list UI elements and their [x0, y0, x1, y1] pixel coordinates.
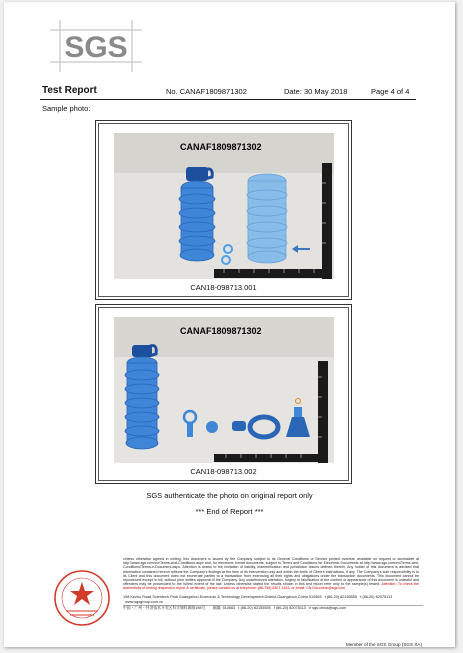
email: e sgs.china@sgs.com	[309, 606, 347, 611]
contact-block	[123, 595, 423, 612]
attention-text: Attention: To check the authenticity of testing /inspection report & certificate, please contact us at telephone: (86-755) 8307 1443, or email: CN.Doccheck@sgs.com	[123, 582, 419, 591]
company-seal-stamp	[40, 568, 124, 628]
photo-frame-1	[95, 120, 352, 300]
photo-caption-1: CAN18-098713.001	[190, 283, 257, 292]
sample-photo-1	[114, 133, 334, 279]
legal-text: Unless otherwise agreed in writing, this document is issued by the Company subject to its General Conditions of Service printed overleaf, available on request or accessible at http://www.sgs.com/en/Terms-and-Conditions.aspx and, for electronic format documents, subject to Terms and Conditions for Electronic Documents at http://www.sgs.com/en/Terms-and-Conditions/Terms-e-Document.aspx. Attention is drawn to the limitation of liability, indemnification and jurisdiction issues defined therein. Any holder of this document is advised that information contained hereon reflects the Company's findings at the time of its intervention only and within the limits of Client's instructions, if any. The Company's sole responsibility is to its Client and this document does not exonerate parties to a transaction from exercising all their rights and obligations under the transaction documents. This document cannot be reproduced except in full, without prior written approval of the Company. Any unauthorized alteration, forgery or falsification of the content or appearance of this document is unlawful and offenders may be prosecuted to the fullest extent of the law. Unless otherwise stated the results shown in this test report refer only to the sample(s) tested.	[123, 557, 419, 587]
report-page	[4, 2, 455, 647]
phone: t (86-20) 82155555	[324, 595, 358, 599]
website: www.sgsgroup.com.cn	[125, 600, 164, 605]
address-cn: 中国・广州・经济技术开发区科学城科珠路198号 邮编: 510663	[123, 606, 236, 611]
contact-line-en	[123, 595, 423, 606]
logo-text: SGS	[64, 31, 128, 64]
photo-overlay-code-1: CANAF1809871302	[180, 142, 262, 152]
photo-overlay-code-2: CANAF1809871302	[180, 326, 262, 336]
header-divider	[40, 99, 416, 100]
report-date: Date: 30 May 2018	[284, 87, 348, 96]
report-number: No. CANAF1809871302	[166, 87, 247, 96]
photo-caption-2: CAN18-098713.002	[190, 467, 257, 476]
sample-photo-2	[114, 317, 334, 463]
member-statement: Member of the SGS Group (SGS SA)	[345, 642, 422, 647]
legal-disclaimer	[123, 557, 419, 591]
photo-frame-2	[95, 304, 352, 484]
phone-cn: t (86-20) 82155555	[238, 606, 271, 611]
report-title: Test Report	[42, 85, 97, 96]
sgs-logo	[50, 20, 142, 72]
address-en: 198 Kezhu Road,Scientech Park Guangzhou Economic & Technology Development District,Guangzhou,China 510663	[123, 595, 322, 599]
fax-cn: f (86-20) 82075113	[273, 606, 306, 611]
end-of-report: *** End of Report ***	[195, 507, 264, 516]
contact-line-cn	[123, 606, 423, 611]
page-number: Page 4 of 4	[371, 87, 410, 96]
authentication-note: SGS authenticate the photo on original report only	[146, 491, 313, 500]
fax: f (86-20) 82075113	[360, 595, 393, 599]
section-label: Sample photo:	[42, 104, 91, 113]
